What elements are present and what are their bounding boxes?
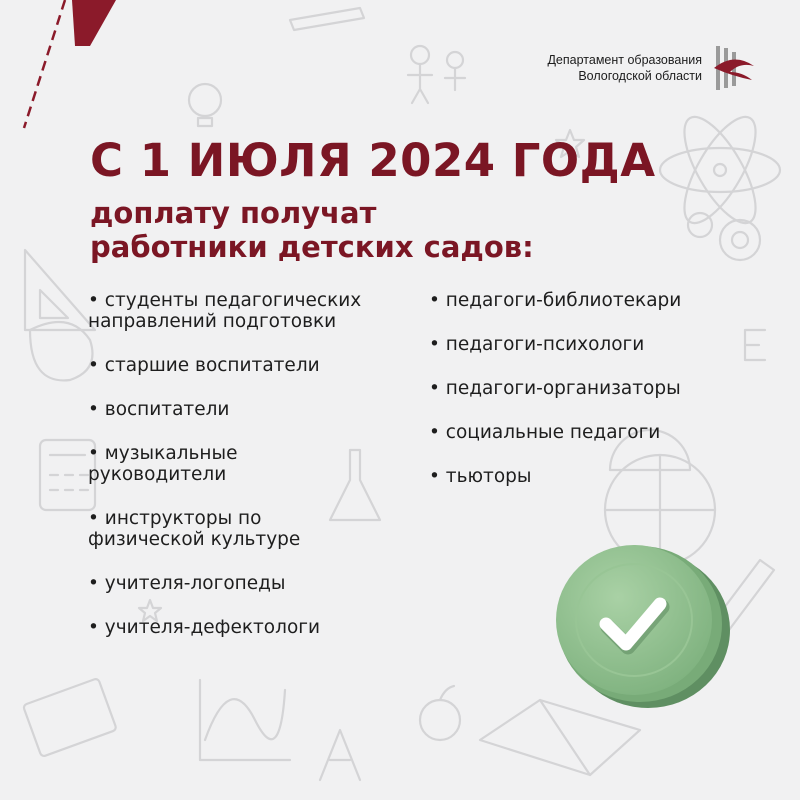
subtitle-line-1: доплату получат <box>90 196 377 230</box>
department-emblem-icon <box>710 42 756 94</box>
checkmark-coin-icon <box>548 534 736 712</box>
list-item: • педагоги-организаторы <box>429 378 681 399</box>
list-item: • социальные педагоги <box>429 422 661 443</box>
list-item: • учителя-дефектологи <box>88 617 321 638</box>
list-item: • инструкторы по физической культуре <box>88 508 301 550</box>
department-name-line1: Департамент образования <box>547 53 702 67</box>
subtitle-line-2: работники детских садов: <box>90 230 534 264</box>
list-item: • старшие воспитатели <box>88 355 320 376</box>
list-item: • педагоги-библиотекари <box>429 290 682 311</box>
list-item: • тьюторы <box>429 466 532 487</box>
department-brand <box>547 42 756 94</box>
list-item: • студенты педагогических направлений подготовки <box>88 290 362 332</box>
headline-subtitle <box>90 196 534 264</box>
list-item: • музыкальные руководители <box>88 443 238 485</box>
list-item: • педагоги-психологи <box>429 334 645 355</box>
corner-accent-stripe <box>0 0 140 130</box>
headline-title: С 1 ИЮЛЯ 2024 ГОДА <box>90 134 656 187</box>
list-item: • воспитатели <box>88 399 230 420</box>
list-item: • учителя-логопеды <box>88 573 286 594</box>
eligible-staff-list-left <box>88 290 428 661</box>
eligible-staff-list-right <box>429 290 759 510</box>
department-name <box>547 52 702 84</box>
department-name-line2: Вологодской области <box>578 69 702 83</box>
